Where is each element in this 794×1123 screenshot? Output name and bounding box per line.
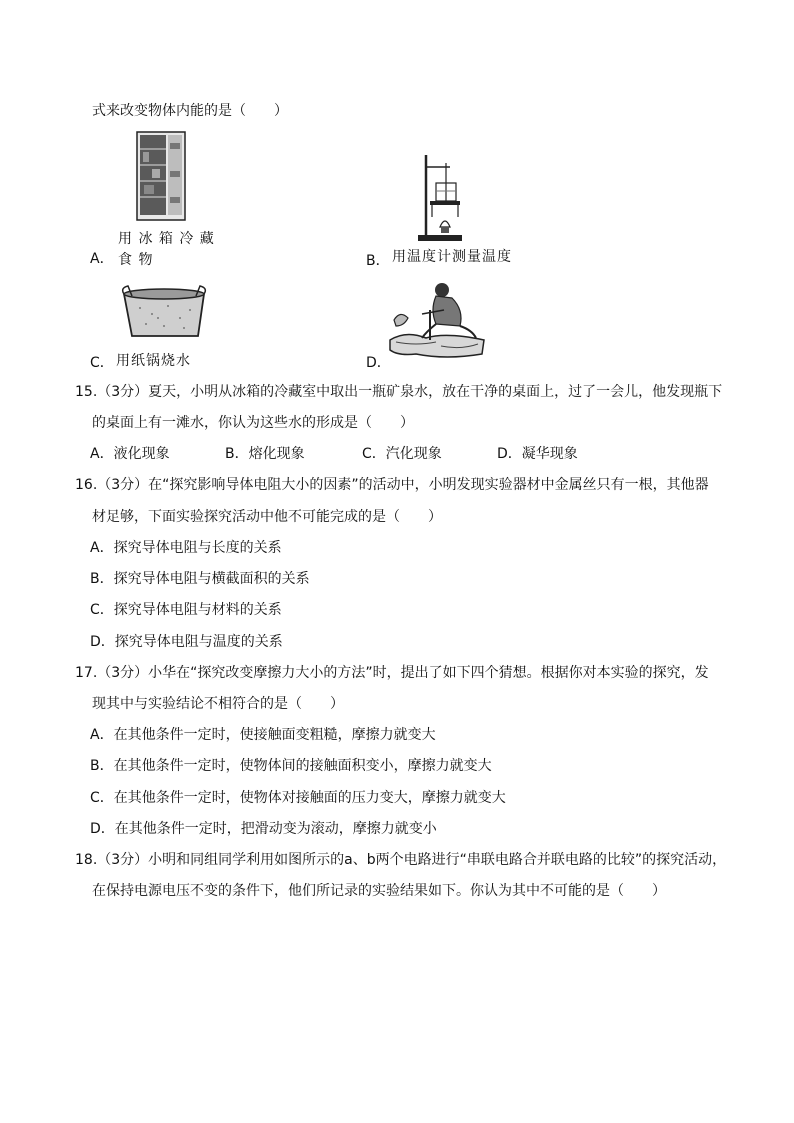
option-b-letter: B． (366, 253, 390, 269)
q17-option-c: C．在其他条件一定时，使物体对接触面的压力变大，摩擦力就变大 (90, 790, 506, 806)
q15-option-b: B．熔化现象 (225, 446, 305, 462)
paper-pot-figure (118, 284, 210, 340)
q17-line2: 现其中与实验结论不相符合的是（ ） (92, 696, 344, 712)
q18-line1: 18.（3分）小明和同组同学利用如图所示的a、b两个电路进行“串联电路合并联电路的比较”的探究活动， (75, 852, 727, 868)
option-c-letter: C． (90, 355, 114, 371)
q16-option-c: C．探究导体电阻与材料的关系 (90, 602, 282, 618)
q15-option-a: A．液化现象 (90, 446, 170, 462)
option-a-caption-line2: 食 物 (118, 252, 154, 268)
thermometer-stand-figure (416, 153, 464, 243)
q16-line1: 16.（3分）在“探究影响导体电阻大小的因素”的活动中，小明发现实验器材中金属丝只有一根，其他器 (75, 477, 709, 493)
q16-option-d: D．探究导体电阻与温度的关系 (90, 634, 283, 650)
option-b-caption: 用温度计测量温度 (392, 249, 512, 265)
q17-option-a: A．在其他条件一定时，使接触面变粗糙，摩擦力就变大 (90, 727, 436, 743)
q18-line2: 在保持电源电压不变的条件下，他们所记录的实验结果如下。你认为其中不可能的是（ ） (92, 883, 666, 899)
option-d-letter: D． (366, 355, 391, 371)
option-a-letter: A． (90, 251, 114, 267)
q15-line1: 15.（3分）夏天，小明从冰箱的冷藏室中取出一瓶矿泉水，放在干净的桌面上，过了一会儿，他发现瓶下 (75, 384, 723, 400)
q17-option-d: D．在其他条件一定时，把滑动变为滚动，摩擦力就变小 (90, 821, 437, 837)
q17-option-b: B．在其他条件一定时，使物体间的接触面积变小，摩擦力就变大 (90, 758, 492, 774)
refrigerator-figure (136, 131, 186, 221)
q16-option-a: A．探究导体电阻与长度的关系 (90, 540, 282, 556)
option-a-caption-line1: 用 冰 箱 冷 藏 (118, 231, 215, 247)
q14-stem: 式来改变物体内能的是（ ） (92, 103, 288, 119)
q15-option-c: C．汽化现象 (362, 446, 442, 462)
q17-line1: 17.（3分）小华在“探究改变摩擦力大小的方法”时，提出了如下四个猜想。根据你对本实验的探究，发 (75, 665, 709, 681)
option-c-caption: 用纸锅烧水 (116, 353, 191, 369)
q16-option-b: B．探究导体电阻与横截面积的关系 (90, 571, 310, 587)
drilling-wood-figure (386, 280, 488, 362)
q15-option-d: D．凝华现象 (497, 446, 578, 462)
q16-line2: 材足够，下面实验探究活动中他不可能完成的是（ ） (92, 509, 442, 525)
q15-line2: 的桌面上有一滩水，你认为这些水的形成是（ ） (92, 415, 414, 431)
